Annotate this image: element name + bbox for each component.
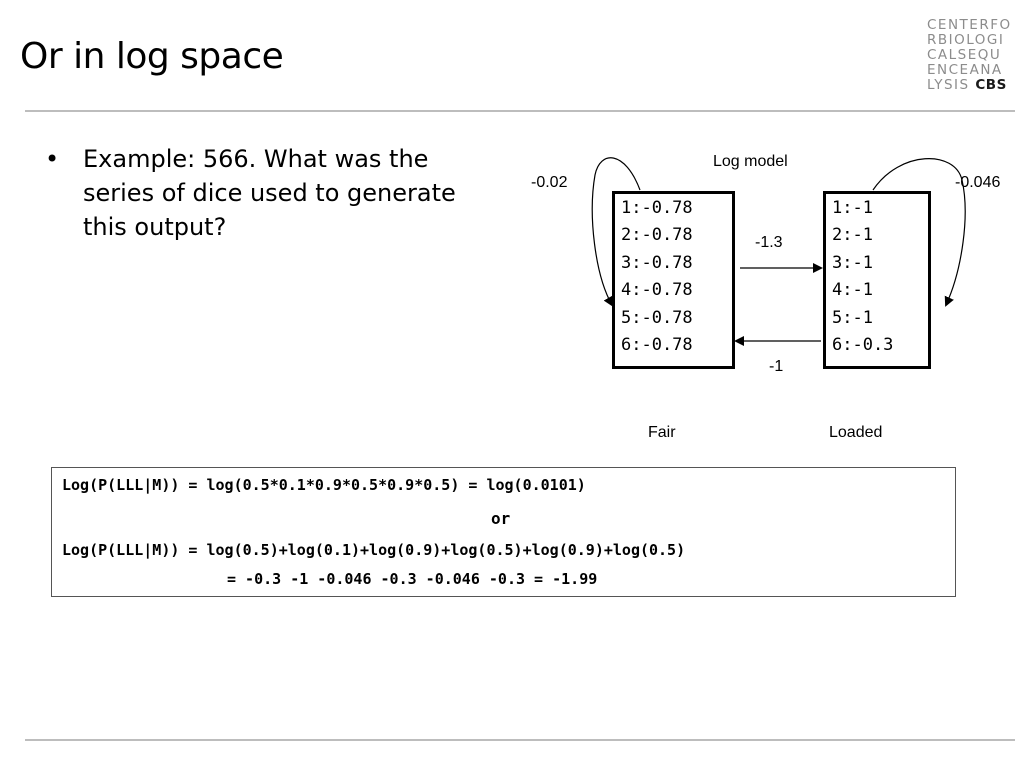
footer-divider [25, 739, 1015, 741]
formula-line-2: Log(P(LLL|M)) = log(0.5)+log(0.1)+log(0.9)+log(0.5)+log(0.9)+log(0.5) [62, 541, 686, 559]
logo-line: CENTERFO [927, 17, 1012, 33]
emission-prob: 5:-1 [832, 307, 873, 328]
emission-prob: 2:-0.78 [621, 225, 693, 246]
loaded-state-label: Loaded [829, 424, 883, 441]
emission-prob: 5:-0.78 [621, 307, 693, 328]
slide-title: Or in log space [20, 36, 284, 77]
emission-prob: 6:-0.78 [621, 335, 693, 356]
emission-prob: 4:-1 [832, 280, 873, 301]
emission-prob: 1:-1 [832, 198, 873, 218]
emission-prob: 3:-0.78 [621, 252, 693, 273]
formula-box [51, 467, 956, 597]
logo-line: ENCEANA [927, 62, 1003, 78]
formula-line-1: Log(P(LLL|M)) = log(0.5*0.1*0.9*0.5*0.9*0.5) = log(0.0101) [62, 476, 586, 494]
logo-line: CALSEQU [927, 47, 1002, 63]
emission-prob: 2:-1 [832, 225, 873, 246]
emission-prob: 1:-0.78 [621, 198, 693, 218]
bullet-dot-icon: • [45, 145, 60, 173]
logo-brand: CBS [975, 77, 1007, 93]
formula-line-3: = -0.3 -1 -0.046 -0.3 -0.046 -0.3 = -1.99 [227, 570, 598, 588]
fair-state-box [612, 191, 735, 369]
emission-prob: 4:-0.78 [621, 280, 693, 301]
formula-or: or [491, 509, 511, 528]
emission-prob: 3:-1 [832, 252, 873, 273]
diagram-title: Log model [713, 153, 788, 170]
loaded-to-fair-label: -1 [769, 358, 784, 375]
loaded-state-box [823, 191, 931, 369]
logo-line: RBIOLOGI [927, 32, 1005, 48]
emission-prob: 6:-0.3 [832, 335, 894, 356]
bullet-text: Example: 566. What was the series of dice used to generate this output? [83, 145, 456, 241]
fair-state-label: Fair [648, 424, 676, 441]
loaded-self-transition-label: -0.046 [955, 174, 1001, 191]
fair-self-transition-label: -0.02 [531, 174, 568, 191]
logo-line-prefix: LYSIS [927, 77, 976, 93]
fair-to-loaded-label: -1.3 [755, 234, 783, 251]
